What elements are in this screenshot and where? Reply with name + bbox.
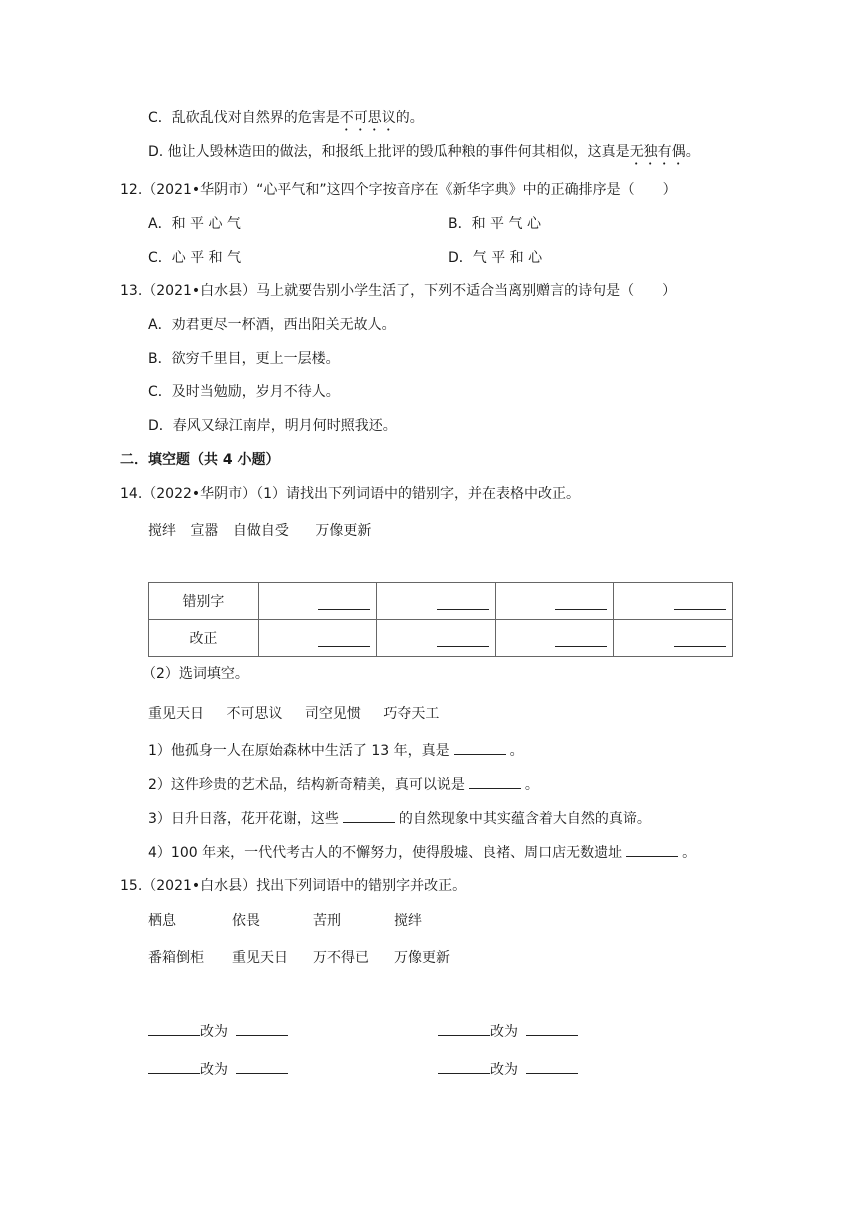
q14-sentence-3 [148,808,651,829]
q14-word: 搅绊 [148,523,176,539]
answer-blank[interactable] [236,1059,288,1074]
q14-word-list [148,521,371,541]
answer-blank[interactable] [614,583,733,620]
q13-option-d: D．春风又绿江南岸，明月何时照我还。 [148,418,397,434]
answer-blank[interactable] [469,774,521,789]
answer-blank[interactable] [495,583,614,620]
q13-option-c: C．及时当勉励，岁月不待人。 [148,384,340,400]
q15-answer-line [148,1021,292,1042]
q11-d-emphasis: 无独有偶 [629,144,686,160]
q14-sentence-4 [148,842,696,863]
q14-choice-list [148,704,439,724]
q14-sentence-2 [148,774,539,795]
q15-word: 苦刑 [313,913,341,929]
q13-option-b: B．欲穷千里目，更上一层楼。 [148,351,340,367]
q14-choice: 司空见惯 [304,706,361,722]
answer-blank[interactable] [526,1059,578,1074]
sentence-end: 的自然现象中其实蕴含着大自然的真谛。 [398,811,651,827]
answer-blank[interactable] [495,620,614,657]
q14-word: 万像更新 [315,523,372,539]
q15-word: 番箱倒柜 [148,950,204,966]
q14-choice: 巧夺天工 [383,706,440,722]
q11-option-c [148,108,424,134]
q14-stem: 14.（2022•华阴市）（1）请找出下列词语中的错别字，并在表格中改正。 [120,486,581,502]
q14-word: 自做自受 [232,523,289,539]
change-label: 改为 [490,1062,518,1078]
change-label: 改为 [200,1062,228,1078]
q15-word: 栖息 [148,913,176,929]
sentence-end: 。 [682,845,697,861]
q15-word: 万不得已 [313,950,369,966]
answer-blank[interactable] [626,842,678,857]
q11-c-text: C．乱砍乱伐对自然界的危害是 [148,110,340,126]
q12-option-c: C．心 平 和 气 [148,250,242,266]
answer-blank[interactable] [377,620,496,657]
sentence-text: 2）这件珍贵的艺术品，结构新奇精美，真可以说是 [148,777,465,793]
q12-option-b: B．和 平 气 心 [448,216,541,232]
table-row [149,583,733,620]
answer-blank[interactable] [454,740,506,755]
answer-blank[interactable] [343,808,395,823]
q11-d-end: 。 [685,144,700,160]
table-row [149,620,733,657]
q14-choice: 重见天日 [148,706,204,722]
q15-word: 重见天日 [232,950,288,966]
answer-blank[interactable] [377,583,496,620]
answer-blank[interactable] [438,1021,490,1036]
q14-choice: 不可思议 [226,706,283,722]
answer-blank[interactable] [526,1021,578,1036]
correction-table [148,582,733,657]
q15-stem: 15.（2021•白水县）找出下列词语中的错别字并改正。 [120,878,467,894]
q12-option-d: D．气 平 和 心 [448,250,543,266]
sentence-end: 。 [509,743,524,759]
q11-option-d [148,142,700,168]
answer-blank[interactable] [438,1059,490,1074]
change-label: 改为 [200,1024,228,1040]
sentence-end: 。 [524,777,539,793]
answer-blank[interactable] [258,583,377,620]
q11-c-emphasis: 不可思议 [339,110,396,126]
answer-blank[interactable] [236,1021,288,1036]
answer-blank[interactable] [148,1059,200,1074]
q15-word: 搅绊 [394,913,422,929]
q12-option-a: A．和 平 心 气 [148,216,241,232]
answer-blank[interactable] [148,1021,200,1036]
q12-stem: 12.（2021•华阴市）“心平气和”这四个字按音序在《新华字典》中的正确排序是（ ） [120,182,677,198]
section-heading: 二．填空题（共 4 小题） [120,452,280,468]
q14-sentence-1 [148,740,524,761]
q11-d-text: D. 他让人毁林造田的做法，和报纸上批评的毁瓜种粮的事件何其相似，这真是 [148,144,630,160]
answer-blank[interactable] [614,620,733,657]
sentence-text: 1）他孤身一人在原始森林中生活了 13 年，真是 [148,743,450,759]
q15-answer-line [148,1059,292,1080]
q11-c-end: 的。 [395,110,424,126]
table-header-correction: 改正 [149,620,259,657]
q15-word: 依畏 [232,913,260,929]
sentence-text: 4）100 年来，一代代考古人的不懈努力，使得殷墟、良褚、周口店无数遗址 [148,845,623,861]
sentence-text: 3）日升日落，花开花谢，这些 [148,811,339,827]
q13-option-a: A．劝君更尽一杯酒，西出阳关无故人。 [148,317,396,333]
change-label: 改为 [490,1024,518,1040]
q14-word: 宣嚣 [190,523,219,539]
q15-answer-line [438,1059,582,1080]
q13-stem: 13.（2021•白水县）马上就要告别小学生活了，下列不适合当离别赠言的诗句是（ ） [120,283,677,299]
q14-part2-label: （2）选词填空。 [142,666,249,682]
q15-answer-line [438,1021,582,1042]
q15-word: 万像更新 [394,950,450,966]
answer-blank[interactable] [258,620,377,657]
table-header-typo: 错别字 [149,583,259,620]
